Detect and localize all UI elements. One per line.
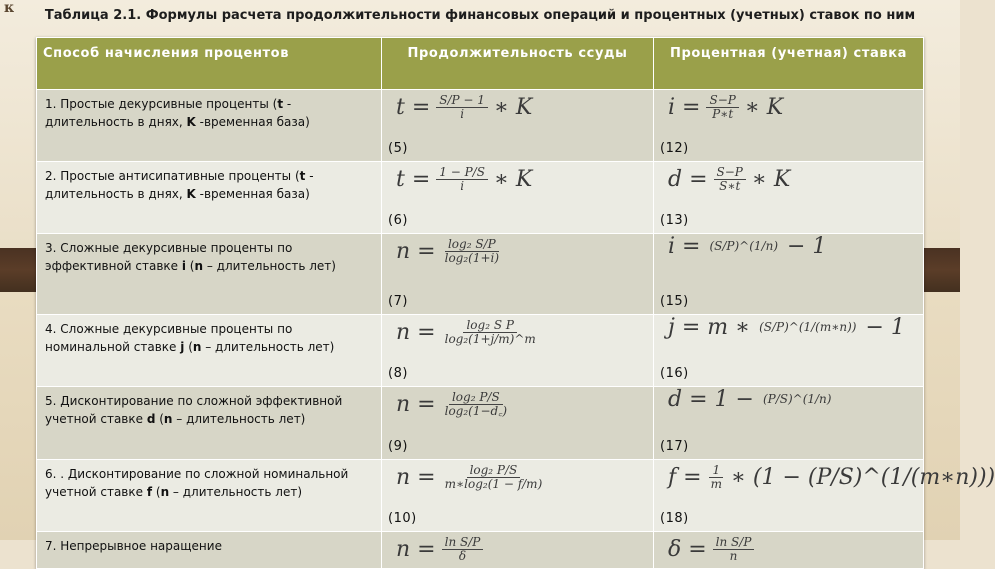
formula-fraction (442, 238, 502, 265)
method-text: ( (185, 258, 195, 273)
duration-cell (382, 90, 654, 162)
method-param: d (146, 411, 156, 426)
table-row (37, 460, 924, 532)
method-param: n (192, 339, 202, 354)
formula-numerator: (S/P)^(1/(m∗n)) (759, 320, 857, 335)
formula-lhs: n = (396, 238, 436, 264)
formula-tail: − 1 (865, 315, 905, 340)
formula-numerator: log₂ S P (463, 319, 516, 333)
table-row (37, 532, 924, 569)
method-cell (37, 234, 382, 315)
duration-cell (382, 387, 654, 460)
formula-lhs: j = m ∗ (668, 315, 751, 340)
formula-denominator: log₂(1−d꜀) (444, 404, 508, 418)
formula-lhs: t = (396, 94, 431, 120)
duration-formula (396, 238, 508, 265)
formula-fraction (756, 321, 859, 334)
rate-cell (654, 387, 924, 460)
duration-formula (396, 166, 532, 193)
method-param: K (186, 114, 196, 129)
duration-formula (396, 464, 551, 491)
method-text: – длительность лет) (172, 411, 306, 426)
formula-numerator: 1 (709, 464, 723, 478)
duration-formula (396, 536, 489, 563)
equation-number: (10) (388, 510, 417, 526)
duration-formula (396, 391, 516, 418)
formula-lhs: δ = (668, 536, 707, 562)
formula-lhs: d = (668, 166, 708, 192)
method-param: n (194, 258, 204, 273)
formula-tail: ∗ K (493, 166, 533, 192)
method-text: ( (155, 411, 164, 426)
formula-fraction (760, 393, 835, 406)
equation-number: (7) (388, 293, 408, 309)
formula-denominator: i (460, 107, 465, 121)
formula-fraction (442, 536, 484, 563)
method-text: – длительность лет) (201, 339, 335, 354)
formula-numerator: log₂ S/P (445, 238, 499, 252)
formula-fraction (436, 94, 488, 121)
duration-cell (382, 532, 654, 569)
duration-cell (382, 315, 654, 387)
formula-denominator: S∗t (719, 179, 741, 193)
formula-denominator: δ (458, 549, 467, 563)
formula-lhs: d = 1 − (668, 387, 754, 412)
table-row (37, 162, 924, 234)
formula-lhs: n = (396, 464, 436, 490)
formula-tail: ∗ (1 − (P/S)^(1/(m∗n))) (730, 464, 995, 490)
equation-number: (16) (660, 365, 689, 381)
method-param: K (186, 186, 196, 201)
rate-cell (654, 234, 924, 315)
duration-cell (382, 460, 654, 532)
method-text: ( (184, 339, 193, 354)
method-text: 1. Простые декурсивные проценты ( (45, 97, 278, 111)
table-row (37, 234, 924, 315)
method-cell (37, 90, 382, 162)
formula-fraction (442, 391, 510, 418)
formula-denominator: m (710, 477, 722, 491)
equation-number: (8) (388, 365, 408, 381)
duration-cell (382, 234, 654, 315)
equation-number: (15) (660, 293, 689, 309)
equation-number: (13) (660, 212, 689, 228)
formula-table (36, 37, 995, 569)
page-title: Таблица 2.1. Формулы расчета продолжительности финансовых операций и процентных (учетных) ставок по ним (44, 8, 916, 23)
method-param: n (160, 484, 170, 499)
header-duration: Продолжительность ссуды (382, 38, 654, 90)
formula-numerator: (S/P)^(1/n) (709, 239, 778, 254)
method-cell (37, 460, 382, 532)
equation-number: (12) (660, 140, 689, 156)
equation-number: (5) (388, 140, 408, 156)
formula-numerator: S/P − 1 (436, 94, 488, 108)
method-text: - длительность в днях, (45, 169, 314, 201)
method-text: 6. . Дисконтирование по сложной номинальной учетной ставке (45, 467, 349, 499)
equation-number: (17) (660, 438, 689, 454)
method-text: – длительность лет) (169, 484, 303, 499)
method-param: j (180, 339, 185, 354)
formula-numerator: log₂ P/S (467, 464, 521, 478)
method-text: 3. Сложные декурсивные проценты по эффективной ставке (45, 241, 293, 273)
method-cell (37, 387, 382, 460)
method-text: - длительность в днях, (45, 97, 292, 129)
formula-tail: ∗ K (493, 94, 533, 120)
formula-numerator: S−P (706, 94, 738, 108)
method-text: 7. Непрерывное наращение (45, 539, 222, 553)
formula-fraction (442, 319, 539, 346)
duration-formula (396, 319, 545, 346)
formula-denominator: i (460, 179, 465, 193)
table-row (37, 387, 924, 460)
rate-cell (654, 460, 995, 532)
rate-cell (654, 162, 924, 234)
rate-formula (668, 536, 760, 563)
formula-denominator: n (729, 549, 738, 563)
method-text: -временная база) (195, 186, 310, 201)
equation-number: (6) (388, 212, 408, 228)
header-rate: Процентная (учетная) ставка (654, 38, 924, 90)
formula-fraction (436, 166, 488, 193)
header-method: Способ начисления процентов (37, 38, 382, 90)
formula-fraction (706, 94, 738, 121)
formula-lhs: n = (396, 319, 436, 345)
formula-fraction (714, 166, 746, 193)
method-text: ( (152, 484, 161, 499)
rate-cell (654, 532, 924, 569)
method-text: -временная база) (195, 114, 310, 129)
equation-number: (18) (660, 510, 689, 526)
formula-denominator: log₂(1+j/m)^m (444, 332, 536, 346)
rate-formula (668, 315, 905, 340)
formula-denominator: m∗log₂(1 − f/m) (444, 477, 543, 491)
method-param: i (181, 258, 186, 273)
rate-formula (668, 94, 783, 121)
rate-cell (654, 90, 924, 162)
formula-fraction (713, 536, 755, 563)
method-text: – длительность лет) (203, 258, 336, 273)
formula-fraction (706, 240, 781, 253)
table-row (37, 315, 924, 387)
table-header-row (37, 38, 924, 90)
formula-numerator: (P/S)^(1/n) (762, 392, 832, 407)
method-text: 5. Дисконтирование по сложной эффективной учетной ставке (45, 394, 343, 426)
method-param: t (299, 169, 306, 183)
formula-tail: − 1 (787, 234, 827, 259)
formula-numerator: ln S/P (713, 536, 755, 550)
method-param: n (163, 411, 173, 426)
formula-lhs: n = (396, 536, 436, 562)
formula-lhs: f = (668, 464, 702, 490)
equation-number: (9) (388, 438, 408, 454)
rate-formula (668, 166, 790, 193)
method-text: 4. Сложные декурсивные проценты по номинальной ставке (45, 322, 293, 354)
formula-lhs: t = (396, 166, 431, 192)
method-text: 2. Простые антисипативные проценты ( (45, 169, 300, 183)
method-cell (37, 162, 382, 234)
rate-formula (668, 234, 827, 259)
formula-denominator: log₂(1+i) (444, 251, 500, 265)
formula-numerator: log₂ P/S (449, 391, 503, 405)
rate-formula (668, 387, 840, 412)
formula-fraction (442, 464, 546, 491)
method-param: t (277, 97, 284, 111)
formula-lhs: n = (396, 391, 436, 417)
formula-numerator: ln S/P (442, 536, 484, 550)
formula-lhs: i = (668, 94, 701, 120)
method-cell (37, 315, 382, 387)
corner-mark: κ (4, 0, 15, 16)
formula-numerator: 1 − P/S (436, 166, 488, 180)
rate-formula (668, 464, 995, 491)
formula-tail: ∗ K (744, 94, 784, 120)
formula-tail: ∗ K (751, 166, 791, 192)
rate-cell (654, 315, 924, 387)
formula-numerator: S−P (714, 166, 746, 180)
table-row (37, 90, 924, 162)
method-param: f (146, 484, 153, 499)
formula-denominator: P∗t (712, 107, 734, 121)
formula-fraction (708, 464, 725, 491)
duration-formula (396, 94, 532, 121)
formula-lhs: i = (668, 234, 701, 259)
duration-cell (382, 162, 654, 234)
method-cell (37, 532, 382, 569)
